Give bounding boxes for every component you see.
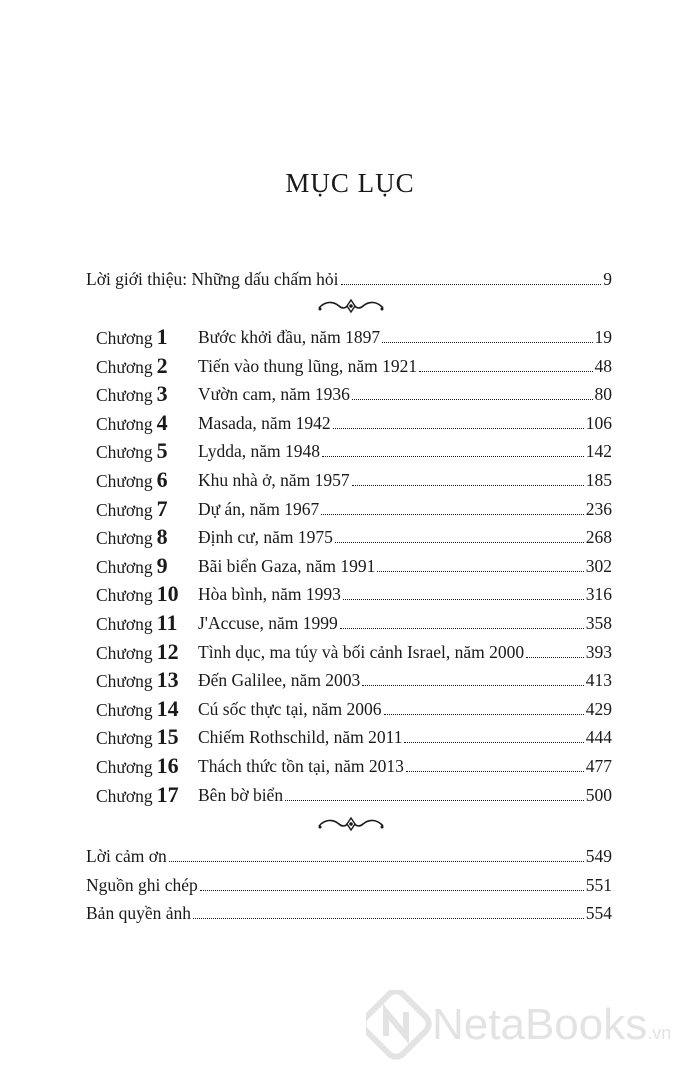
dot-leader [384, 714, 584, 715]
chapter-label [96, 410, 168, 436]
toc-entry-chapter-10[interactable] [198, 581, 612, 607]
toc-entry-title: Bước khởi đầu, năm 1897 [198, 327, 381, 347]
dot-leader [322, 456, 584, 457]
toc-entry-title: Cú sốc thực tại, năm 2006 [198, 698, 382, 719]
toc-entry-title: Chiếm Rothschild, năm 2011 [198, 727, 403, 748]
toc-entry-title: Lời cảm ơn [86, 846, 167, 866]
toc-entry-page: 554 [585, 903, 612, 923]
dot-leader [340, 628, 584, 629]
chapter-label [96, 696, 179, 722]
toc-entry-title: Bên bờ biển [198, 784, 284, 805]
toc-entry-page: 413 [585, 670, 612, 691]
dot-leader [169, 861, 584, 862]
toc-entry-title: Lời giới thiệu: Những dấu chấm hỏi [86, 269, 339, 289]
chapter-number: 13 [156, 667, 179, 693]
toc-entry-chapter-4[interactable] [198, 410, 612, 436]
toc-entry-page: 500 [585, 784, 612, 805]
dot-leader [382, 342, 592, 343]
chapter-number: 15 [156, 724, 179, 750]
toc-entry-chapter-12[interactable] [198, 639, 612, 665]
dot-leader [362, 685, 583, 686]
chapter-word: Chương [96, 442, 153, 463]
page-title: MỤC LỤC [285, 168, 415, 198]
chapter-label [96, 610, 177, 636]
toc-entry-chapter-7[interactable] [198, 496, 612, 522]
dot-leader [352, 485, 584, 486]
ornament-divider-icon [315, 815, 387, 833]
dot-leader [406, 771, 584, 772]
dot-leader [341, 284, 602, 285]
toc-entry-back-matter[interactable] [86, 872, 612, 898]
chapter-number: 17 [156, 781, 179, 807]
chapter-number: 12 [156, 638, 179, 664]
chapter-word: Chương [96, 642, 153, 663]
chapter-word: Chương [96, 499, 153, 520]
toc-entry-title: Bãi biển Gaza, năm 1991 [198, 555, 376, 576]
toc-entry-title: Tình dục, ma túy và bối cảnh Israel, năm 2000 [198, 641, 525, 662]
toc-entry-title: Hòa bình, năm 1993 [198, 584, 341, 605]
toc-entry-title: Lydda, năm 1948 [198, 441, 320, 462]
toc-entry-back-matter[interactable] [86, 900, 612, 926]
toc-entry-page: 19 [594, 327, 612, 347]
chapter-word: Chương [96, 614, 153, 634]
toc-entry-page: 9 [603, 269, 612, 289]
toc-entry-chapter-14[interactable] [198, 696, 612, 722]
toc-entry-page: 236 [585, 498, 612, 519]
chapter-number: 9 [156, 552, 168, 578]
dot-leader [285, 800, 584, 801]
chapter-label [96, 496, 168, 522]
chapter-label [96, 724, 179, 750]
toc-entry-title: Định cư, năm 1975 [198, 527, 333, 548]
toc-entry-chapter-6[interactable] [198, 467, 612, 493]
toc-entry-chapter-5[interactable] [198, 438, 612, 464]
dot-leader [200, 890, 584, 891]
ornament-divider-icon [315, 297, 387, 315]
toc-entry-title: J'Accuse, năm 1999 [198, 613, 338, 633]
toc-entry-chapter-11[interactable] [198, 610, 612, 636]
toc-entry-page: 477 [585, 756, 612, 776]
dot-leader [333, 428, 584, 429]
chapter-word: Chương [96, 757, 153, 777]
chapter-word: Chương [96, 671, 153, 692]
chapter-label [96, 324, 168, 350]
toc-entry-chapter-16[interactable] [198, 753, 612, 779]
chapter-label [96, 467, 168, 493]
chapter-label [96, 524, 168, 550]
toc-entry-chapter-9[interactable] [198, 553, 612, 579]
toc-entry-title: Vườn cam, năm 1936 [198, 384, 350, 405]
watermark-brand: NetaBooks.vn [432, 1000, 672, 1049]
chapter-label [96, 782, 179, 808]
toc-entry-page: 549 [585, 846, 612, 866]
toc-entry-page: 80 [594, 384, 612, 405]
toc-entry-back-matter[interactable] [86, 843, 612, 869]
toc-entry-chapter-2[interactable] [198, 353, 612, 379]
toc-entry-page: 268 [585, 527, 612, 548]
chapter-number: 2 [156, 352, 168, 378]
toc-entry-title: Masada, năm 1942 [198, 412, 331, 433]
chapter-number: 3 [156, 381, 168, 407]
chapter-number: 7 [156, 495, 168, 521]
toc-entry-page: 393 [585, 641, 612, 662]
toc-entry-page: 551 [585, 874, 612, 895]
toc-entry-page: 106 [585, 412, 612, 433]
chapter-word: Chương [96, 699, 153, 720]
chapter-number: 6 [156, 467, 168, 492]
toc-entry-title: Nguồn ghi chép [86, 874, 198, 895]
chapter-label [96, 581, 179, 607]
dot-leader [321, 514, 583, 515]
toc-entry-page: 429 [585, 698, 612, 719]
toc-entry-title: Đến Galilee, năm 2003 [198, 670, 361, 691]
chapter-word: Chương [96, 556, 153, 577]
toc-entry-chapter-1[interactable] [198, 324, 612, 350]
toc-entry-page: 358 [585, 613, 612, 633]
dot-leader [335, 542, 584, 543]
chapter-label [96, 381, 168, 407]
chapter-number: 4 [156, 409, 168, 435]
toc-entry-title: Tiến vào thung lũng, năm 1921 [198, 355, 418, 376]
toc-entry-chapter-15[interactable] [198, 724, 612, 750]
chapter-label [96, 438, 168, 464]
dot-leader [352, 399, 593, 400]
chapter-number: 16 [156, 753, 179, 778]
chapter-number: 1 [156, 324, 168, 349]
dot-leader [377, 571, 583, 572]
chapter-label [96, 753, 179, 779]
toc-entry-chapter-8[interactable] [198, 524, 612, 550]
toc-entry-page: 185 [585, 470, 612, 490]
toc-entry-page: 302 [585, 555, 612, 576]
toc-entry-page: 444 [585, 727, 612, 748]
dot-leader [526, 657, 584, 658]
chapter-number: 8 [156, 524, 168, 550]
chapter-word: Chương [96, 585, 153, 606]
chapter-number: 5 [156, 438, 168, 464]
chapter-word: Chương [96, 528, 153, 549]
chapter-word: Chương [96, 413, 153, 434]
toc-entry-title: Thách thức tồn tại, năm 2013 [198, 756, 404, 776]
chapter-label [96, 639, 179, 665]
dot-leader [404, 742, 583, 743]
dot-leader [343, 599, 584, 600]
toc-entry-chapter-3[interactable] [198, 381, 612, 407]
chapter-number: 10 [156, 581, 179, 607]
toc-entry-chapter-13[interactable] [198, 667, 612, 693]
chapter-word: Chương [96, 785, 153, 806]
chapter-word: Chương [96, 471, 153, 491]
dot-leader [419, 371, 592, 372]
dot-leader [193, 918, 584, 919]
toc-entry-title: Khu nhà ở, năm 1957 [198, 470, 350, 490]
chapter-word: Chương [96, 385, 153, 406]
chapter-label [96, 553, 168, 579]
chapter-number: 14 [156, 695, 179, 721]
toc-entry-chapter-17[interactable] [198, 782, 612, 808]
chapter-label [96, 353, 168, 379]
chapter-label [96, 667, 179, 693]
chapter-number: 11 [156, 610, 178, 635]
toc-entry-page: 142 [585, 441, 612, 462]
toc-entry-title: Dự án, năm 1967 [198, 498, 320, 519]
toc-entry-page: 48 [594, 355, 612, 376]
chapter-word: Chương [96, 356, 153, 377]
toc-entry-page: 316 [585, 584, 612, 605]
chapter-word: Chương [96, 328, 153, 348]
toc-entry-intro[interactable] [86, 266, 612, 292]
toc-entry-title: Bản quyền ảnh [86, 903, 191, 923]
chapter-word: Chương [96, 728, 153, 749]
